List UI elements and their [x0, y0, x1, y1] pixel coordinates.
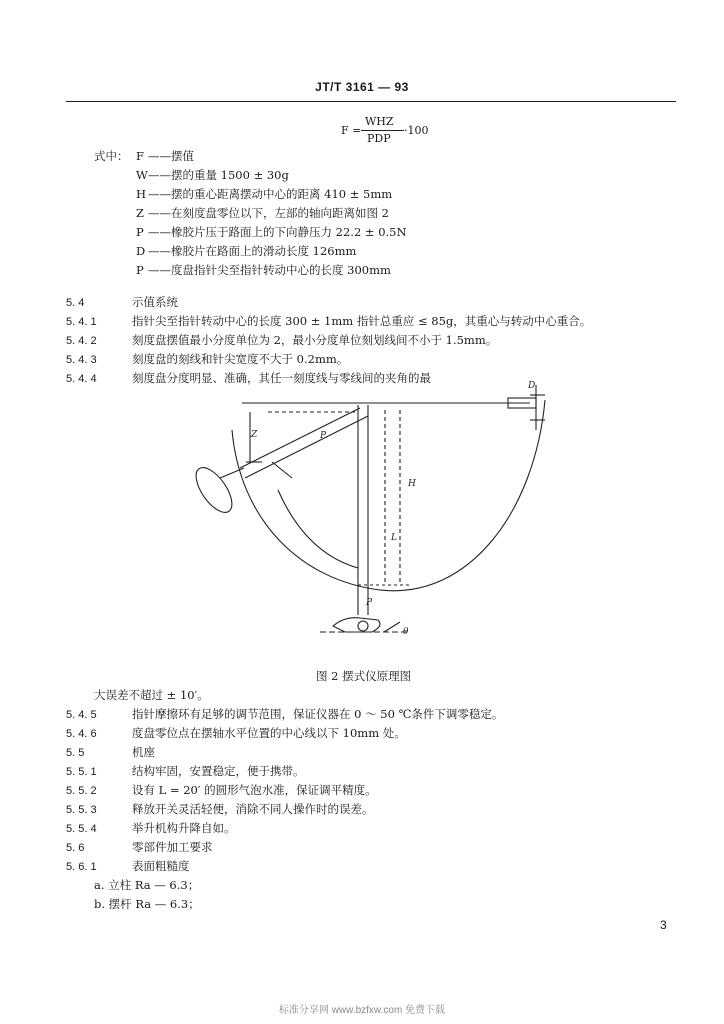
section-line: 5. 5. 2 设有 L = 20′ 的圆形气泡水准，保证调平精度。	[66, 783, 377, 797]
formula-lhs: F =	[341, 124, 362, 137]
slider-head	[333, 618, 380, 632]
label-l: L	[391, 533, 397, 543]
def-item: P ——橡胶片压于路面上的下向静压力 22.2 ± 0.5N	[136, 225, 407, 239]
section-line: 5. 4. 5 指针摩擦环有足够的调节范围，保证仪器在 0 ～ 50 ℃条件下调零稳定。	[66, 707, 504, 721]
section-line: 5. 4. 6 度盘零位点在摆轴水平位置的中心线以下 10mm 处。	[66, 726, 406, 740]
def-item: P ——度盘指针尖至指针转动中心的长度 300mm	[136, 263, 391, 277]
page-number: 3	[660, 918, 667, 932]
formula-numerator: WHZ	[365, 115, 394, 128]
label-p2: P	[366, 598, 373, 608]
label-theta: θ	[403, 627, 409, 637]
footer-watermark: 标准分享网 www.bzfxw.com 免费下载	[278, 1005, 446, 1016]
section-line: 5. 4 示值系统	[66, 295, 178, 309]
def-item: W——摆的重量 1500 ± 30g	[136, 168, 289, 182]
label-p1: P	[320, 431, 327, 441]
section-line: 5. 4. 4 刻度盘分度明显、准确，其任一刻度线与零线间的夹角的最	[66, 371, 431, 385]
label-d: D	[528, 381, 536, 391]
inner-arc	[278, 490, 358, 568]
label-h: H	[408, 479, 416, 489]
handle-grip	[189, 462, 238, 518]
dial-arc	[232, 400, 545, 591]
def-item: F ——摆值	[136, 149, 194, 163]
section-line: 5. 4. 2 刻度盘摆值最小分度单位为 2，最小分度单位刻划线间不小于 1.5mm。	[66, 333, 498, 347]
section-line: 5. 5. 1 结构牢固，安置稳定，便于携带。	[66, 764, 305, 778]
arm-tick	[272, 462, 292, 478]
figure-caption: 图 2 摆式仪原理图	[316, 669, 412, 683]
section-line: 5. 6. 1 表面粗糙度	[66, 859, 190, 873]
def-item: D ——橡胶片在路面上的滑动长度 126mm	[136, 244, 357, 258]
section-line: 5. 5. 3 释放开关灵活轻便，消除不同人操作时的误差。	[66, 802, 374, 816]
section-line: 5. 4. 3 刻度盘的刻线和针尖宽度不大于 0.2mm。	[66, 352, 349, 366]
formula-tail: ·100	[404, 124, 429, 137]
label-z: Z	[251, 430, 258, 440]
section-line: 大误差不超过 ± 10′。	[94, 688, 209, 702]
section-line: 5. 4. 1 指针尖至指针转动中心的长度 300 ± 1mm 指针总重应 ≤ 85g，其重心与转动中心重合。	[66, 314, 592, 328]
document-header: JT/T 3161 — 93	[315, 80, 409, 94]
defs-intro: 式中：	[94, 149, 129, 163]
def-item: Z ——在刻度盘零位以下，左部的轴向距离如图 2	[136, 206, 389, 220]
formula-denominator: PDP	[367, 132, 391, 145]
section-line: 5. 6 零部件加工要求	[66, 840, 213, 854]
def-item: H ——摆的重心距离摆动中心的距离 410 ± 5mm	[136, 187, 393, 201]
section-line: b. 摆杆 Ra — 6.3；	[94, 897, 200, 911]
section-line: 5. 5 机座	[66, 745, 155, 759]
section-line: a. 立柱 Ra — 6.3；	[94, 878, 200, 892]
section-line: 5. 5. 4 举升机构升降自如。	[66, 821, 236, 835]
